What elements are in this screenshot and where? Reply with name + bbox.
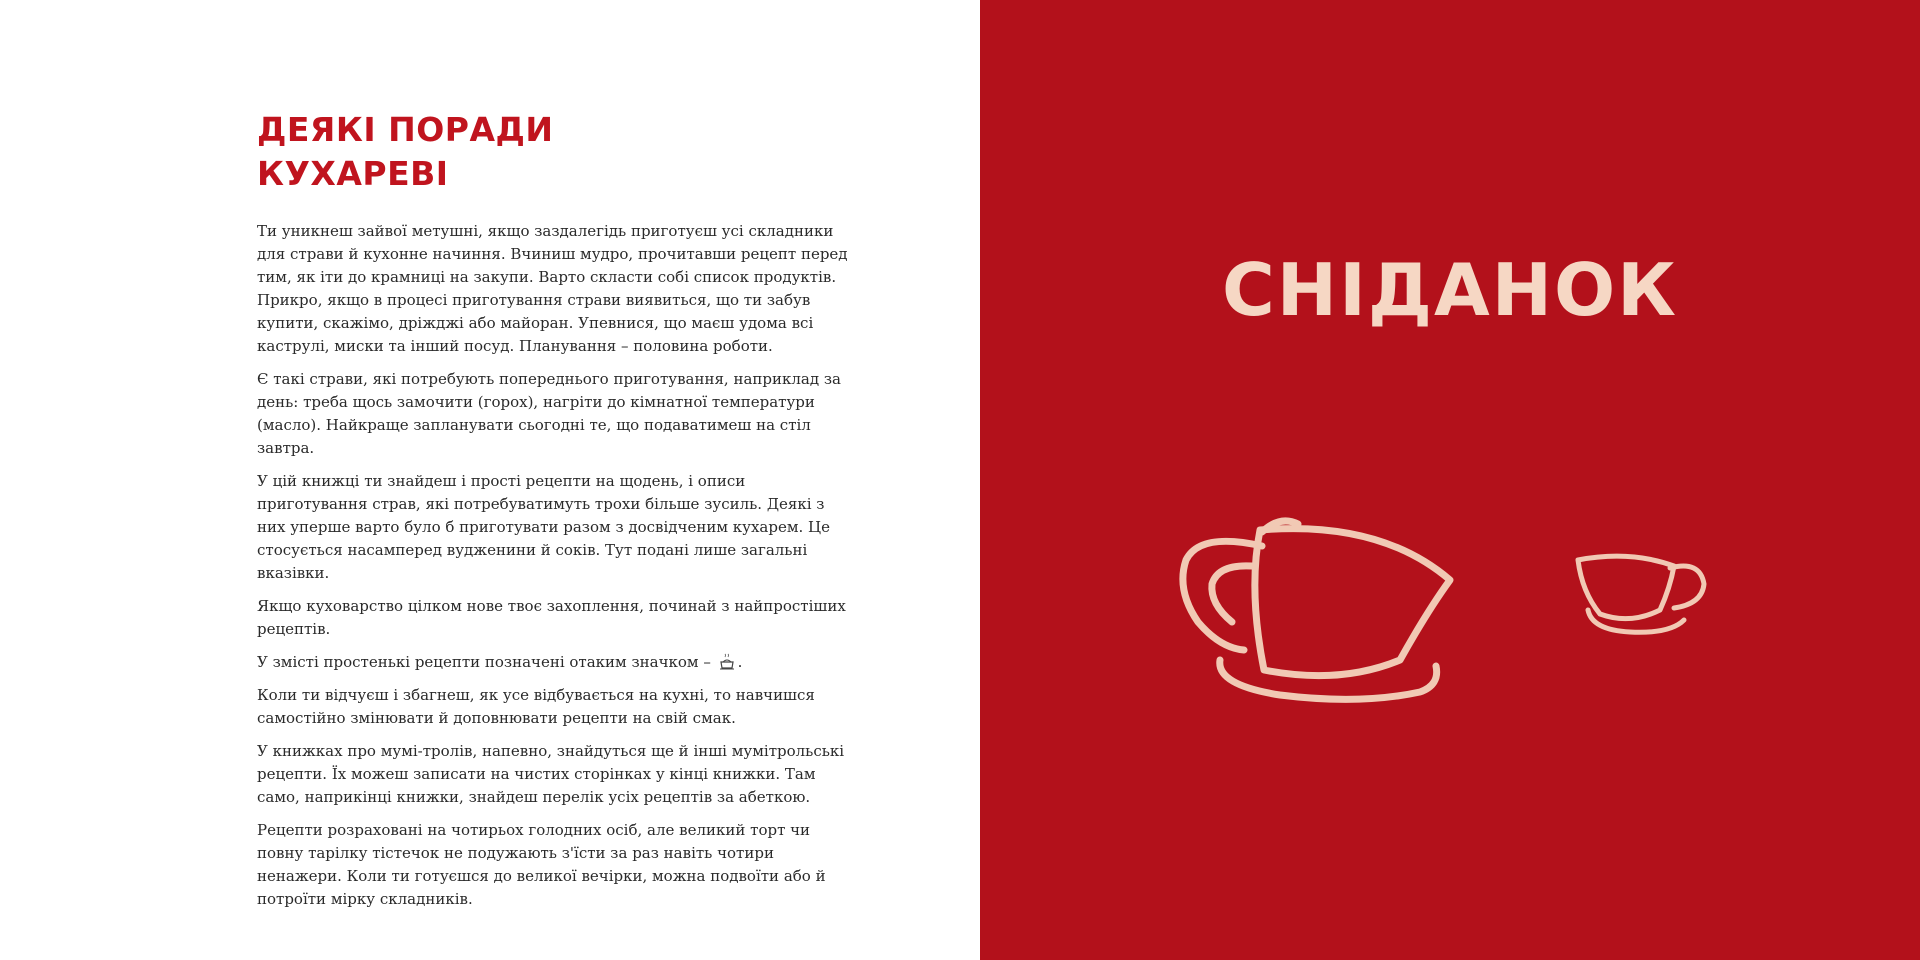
small-cup-icon xyxy=(1578,556,1704,632)
paragraph-7: Рецепти розраховані на чотирьох голодних осіб, але великий торт чи повну тарілку тістечок не подужають з'їсти за раз навіть чотири ненажери. Коли ти готуєшся до великої вечірки, можна подвоїти або й потроїти мірку складників. xyxy=(257,821,826,908)
paragraph-3: У цій книжці ти знайдеш і прості рецепти на щодень, і описи приготування страв, які потребуватимуть трохи більше зусиль. Деякі з них уперше варто було б приготувати разом з досвідченим кухарем. Це стосується насамперед вудженини й соків. Тут подані лише загальні вказівки. xyxy=(257,472,831,582)
paragraph-4: Якщо куховарство цілком нове твоє захоплення, починай з найпростіших рецептів. xyxy=(257,597,846,638)
icon-note-text: У змісті простенькі рецепти позначені отаким значком – xyxy=(257,653,711,671)
paragraph-2: Є такі страви, які потребують попереднього приготування, наприклад за день: треба щось замочити (горох), нагріти до кімнатної температури (масло). Найкраще запланувати сьогодні те, що подаватимеш на стіл завтра. xyxy=(257,370,841,457)
pot-icon xyxy=(718,653,736,671)
large-cup-icon xyxy=(1183,521,1450,699)
paragraph-icon-note xyxy=(257,651,857,674)
paragraph-1: Ти уникнеш зайвої метушні, якщо заздалегідь приготуєш усі складники для страви й кухонне начиння. Вчиниш мудро, прочитавши рецепт перед тим, як іти до крамниці на закупи. Варто скласти собі список продуктів. Прикро, якщо в процесі приготування страви виявиться, що ти забув купити, скажімо, дріжджі або майоран. Упевнися, що маєш удома всі каструлі, миски та інший посуд. Планування – половина роботи. xyxy=(257,222,848,355)
paragraph-6: У книжках про мумі-тролів, напевно, знайдуться ще й інші мумітрольські рецепти. Їх можеш записати на чистих сторінках у кінці книжки. Там само, наприкінці книжки, знайдеш перелік усіх рецептів за абеткою. xyxy=(257,742,845,806)
section-title: СНІДАНОК xyxy=(1221,248,1679,332)
icon-note-end: . xyxy=(737,653,743,671)
body-text xyxy=(257,220,857,921)
paragraph-5: Коли ти відчуєш і збагнеш, як усе відбувається на кухні, то навчишся самостійно змінювати й доповнювати рецепти на свій смак. xyxy=(257,686,815,727)
cups-illustration xyxy=(980,480,1920,740)
page-heading xyxy=(257,108,554,196)
right-page xyxy=(980,0,1920,960)
heading-line-2: КУХАРЕВІ xyxy=(257,154,449,193)
heading-line-1: ДЕЯКІ ПОРАДИ xyxy=(257,110,554,149)
